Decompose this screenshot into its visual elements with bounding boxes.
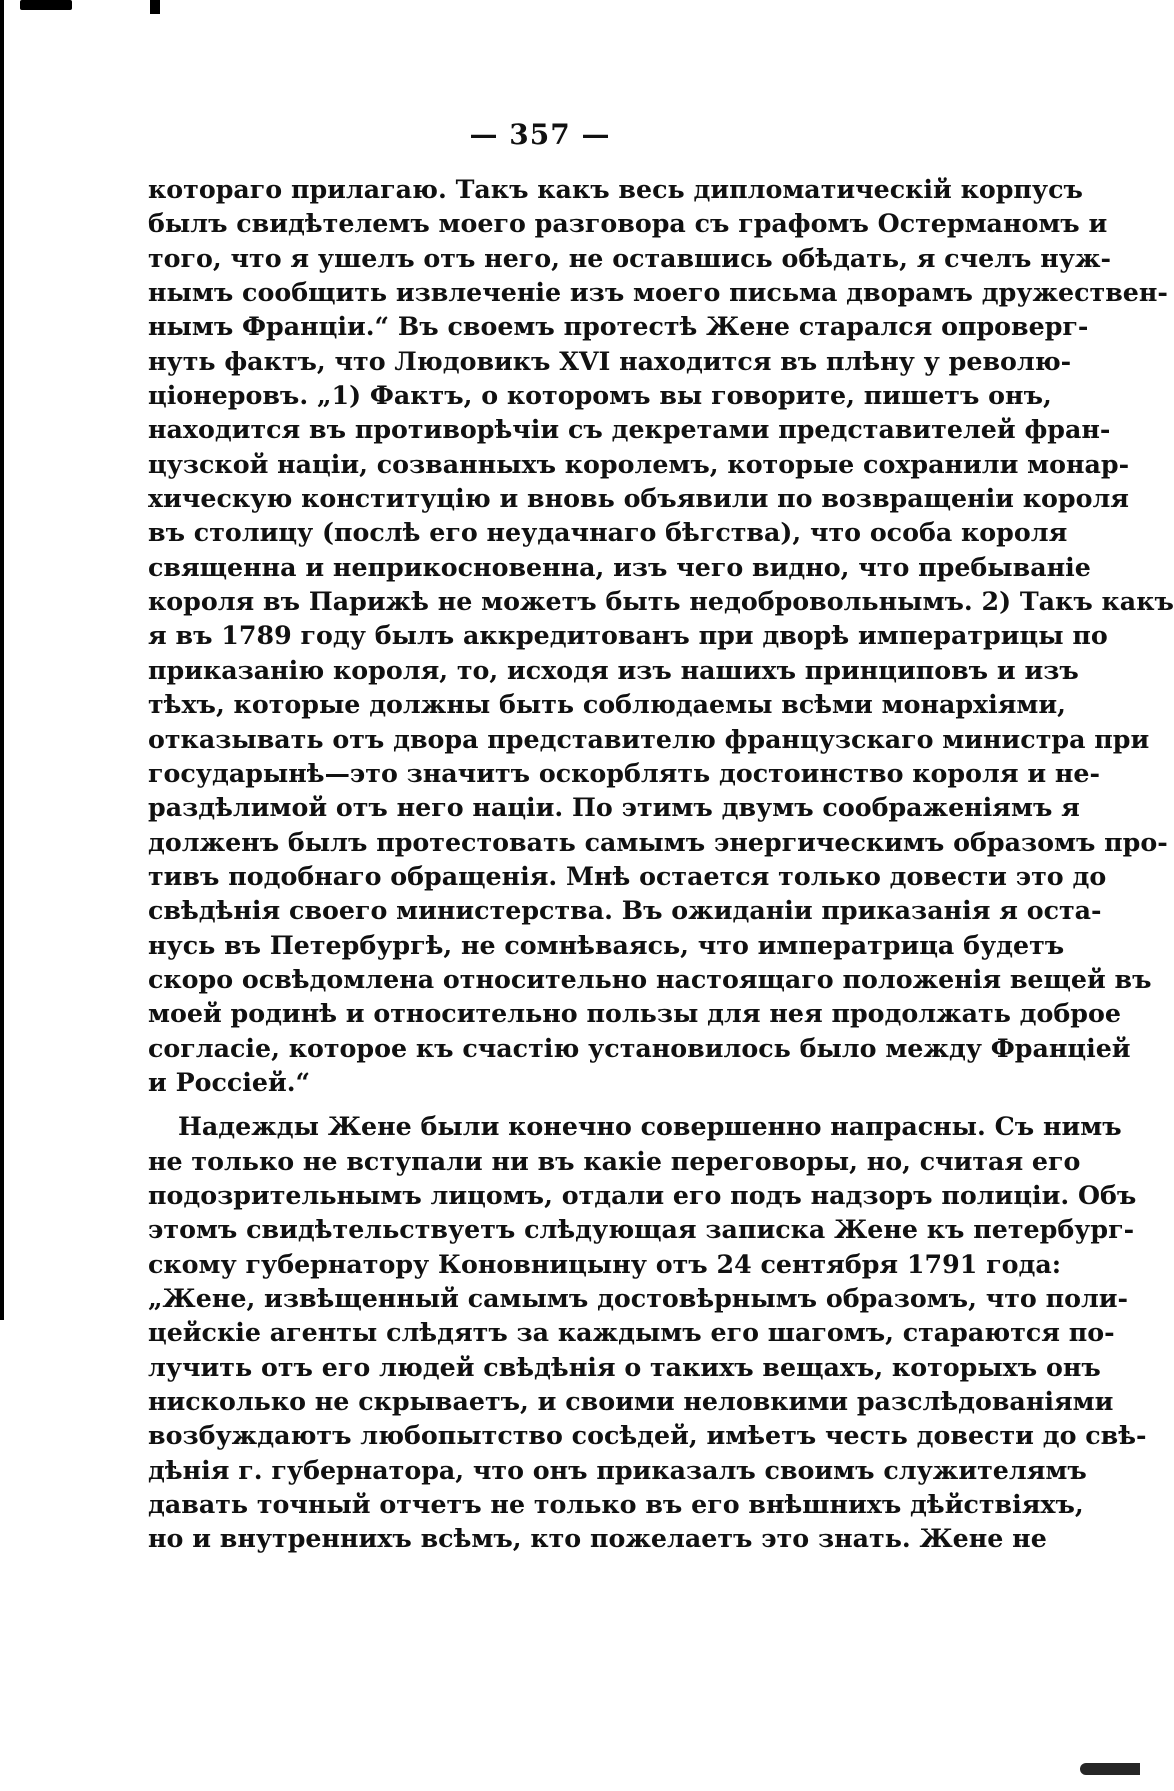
text-line: нусь въ Петербургѣ, не сомнѣваясь, что императрица будетъ [148,929,1065,960]
text-line: и Россіей.“ [148,1066,311,1097]
text-line: не только не вступали ни въ какіе переговоры, но, считая его [148,1145,1081,1176]
text-line: короля въ Парижѣ не можетъ быть недобровольнымъ. 2) Такъ какъ [148,586,1174,617]
text-line: „Жене, извѣщенный самымъ достовѣрнымъ образомъ, что поли- [148,1283,1129,1313]
text-line: цузской націи, созванныхъ королемъ, которые сохранили монар- [148,448,1130,479]
ink-blot [20,0,72,10]
text-line: былъ свидѣтелемъ моего разговора съ графомъ Остерманомъ и [148,208,1108,239]
text-line: но и внутреннихъ всѣмъ, кто пожелаетъ это знать. Жене не [148,1523,1047,1554]
paragraph-gap [148,1099,948,1109]
text-line: котораго прилагаю. Такъ какъ весь дипломатическій корпусъ [148,174,1083,204]
text-line: давать точный отчетъ не только въ его внѣшнихъ дѣйствіяхъ, [148,1489,1084,1520]
text-line: скому губернатору Коновницыну отъ 24 сентября 1791 года: [148,1248,1062,1279]
text-line: я въ 1789 году былъ аккредитованъ при дворѣ императрицы по [148,620,1108,651]
text-line: тѣхъ, которые должны быть соблюдаемы всѣми монархіями, [148,689,1066,720]
text-line: нымъ сообщить извлеченіе изъ моего письма дворамъ дружествен- [148,277,1168,308]
text-line: лучить отъ его людей свѣдѣнія о такихъ вещахъ, которыхъ онъ [148,1351,1101,1382]
scan-smudge [1080,1763,1140,1775]
text-line: свѣдѣнія своего министерства. Въ ожиданіи приказанія я оста- [148,895,1102,926]
text-line: раздѣлимой отъ него націи. По этимъ двумъ соображеніямъ я [148,792,1080,823]
text-line: скоро освѣдомлена относительно настоящаго положенія вещей въ [148,963,1152,994]
text-line: государынѣ—это значитъ оскорблять достоинство короля и не- [148,757,1101,788]
text-line: моей родинѣ и относительно пользы для нея продолжать доброе [148,998,1121,1029]
text-line: находится въ противорѣчіи съ декретами представителей фран- [148,414,1111,445]
text-line: нымъ Франціи.“ Въ своемъ протестѣ Жене старался опроверг- [148,311,1089,342]
text-line: дѣнія г. губернатора, что онъ приказалъ своимъ служителямъ [148,1454,1087,1485]
text-line: возбуждаютъ любопытство сосѣдей, имѣетъ честь довести до свѣ- [148,1420,1147,1451]
text-line: долженъ былъ протестовать самымъ энергическимъ образомъ про- [148,826,1168,857]
paragraph-2 [148,1109,1147,1555]
text-line: ціонеровъ. „1) Фактъ, о которомъ вы говорите, пишетъ онъ, [148,380,1052,411]
text-line: нисколько не скрываетъ, и своими неловкими разслѣдованіями [148,1386,1114,1417]
text-line: тивъ подобнаго обращенія. Мнѣ остается только довести это до [148,860,1107,891]
text-line: священна и неприкосновенна, изъ чего видно, что пребываніе [148,551,1091,582]
scan-edge-mark [0,0,4,1320]
text-line: отказывать отъ двора представителю французскаго министра при [148,723,1150,754]
page-number-header: — 357 — [469,118,611,151]
text-line: приказанію короля, то, исходя изъ нашихъ принциповъ и изъ [148,654,1079,685]
text-line: согласіе, которое къ счастію установилось было между Франціей [148,1032,1131,1063]
page-body [148,172,1174,1556]
text-line: цейскіе агенты слѣдятъ за каждымъ его шагомъ, стараются по- [148,1317,1115,1348]
text-line: подозрительнымъ лицомъ, отдали его подъ надзоръ полиціи. Объ [148,1179,1137,1210]
text-line: нуть фактъ, что Людовикъ XVI находится въ плѣну у револю- [148,345,1072,376]
paragraph-1 [148,172,1174,1099]
text-line: Надежды Жене были конечно совершенно напрасны. Съ нимъ [178,1111,1122,1142]
text-line: этомъ свидѣтельствуетъ слѣдующая записка Жене къ петербург- [148,1214,1135,1245]
ink-blot [150,0,160,14]
text-line: въ столицу (послѣ его неудачнаго бѣгства), что особа короля [148,517,1068,548]
text-line: того, что я ушелъ отъ него, не оставшись обѣдать, я счелъ нуж- [148,242,1111,273]
text-line: хическую конституцію и вновь объявили по возвращеніи короля [148,483,1129,514]
